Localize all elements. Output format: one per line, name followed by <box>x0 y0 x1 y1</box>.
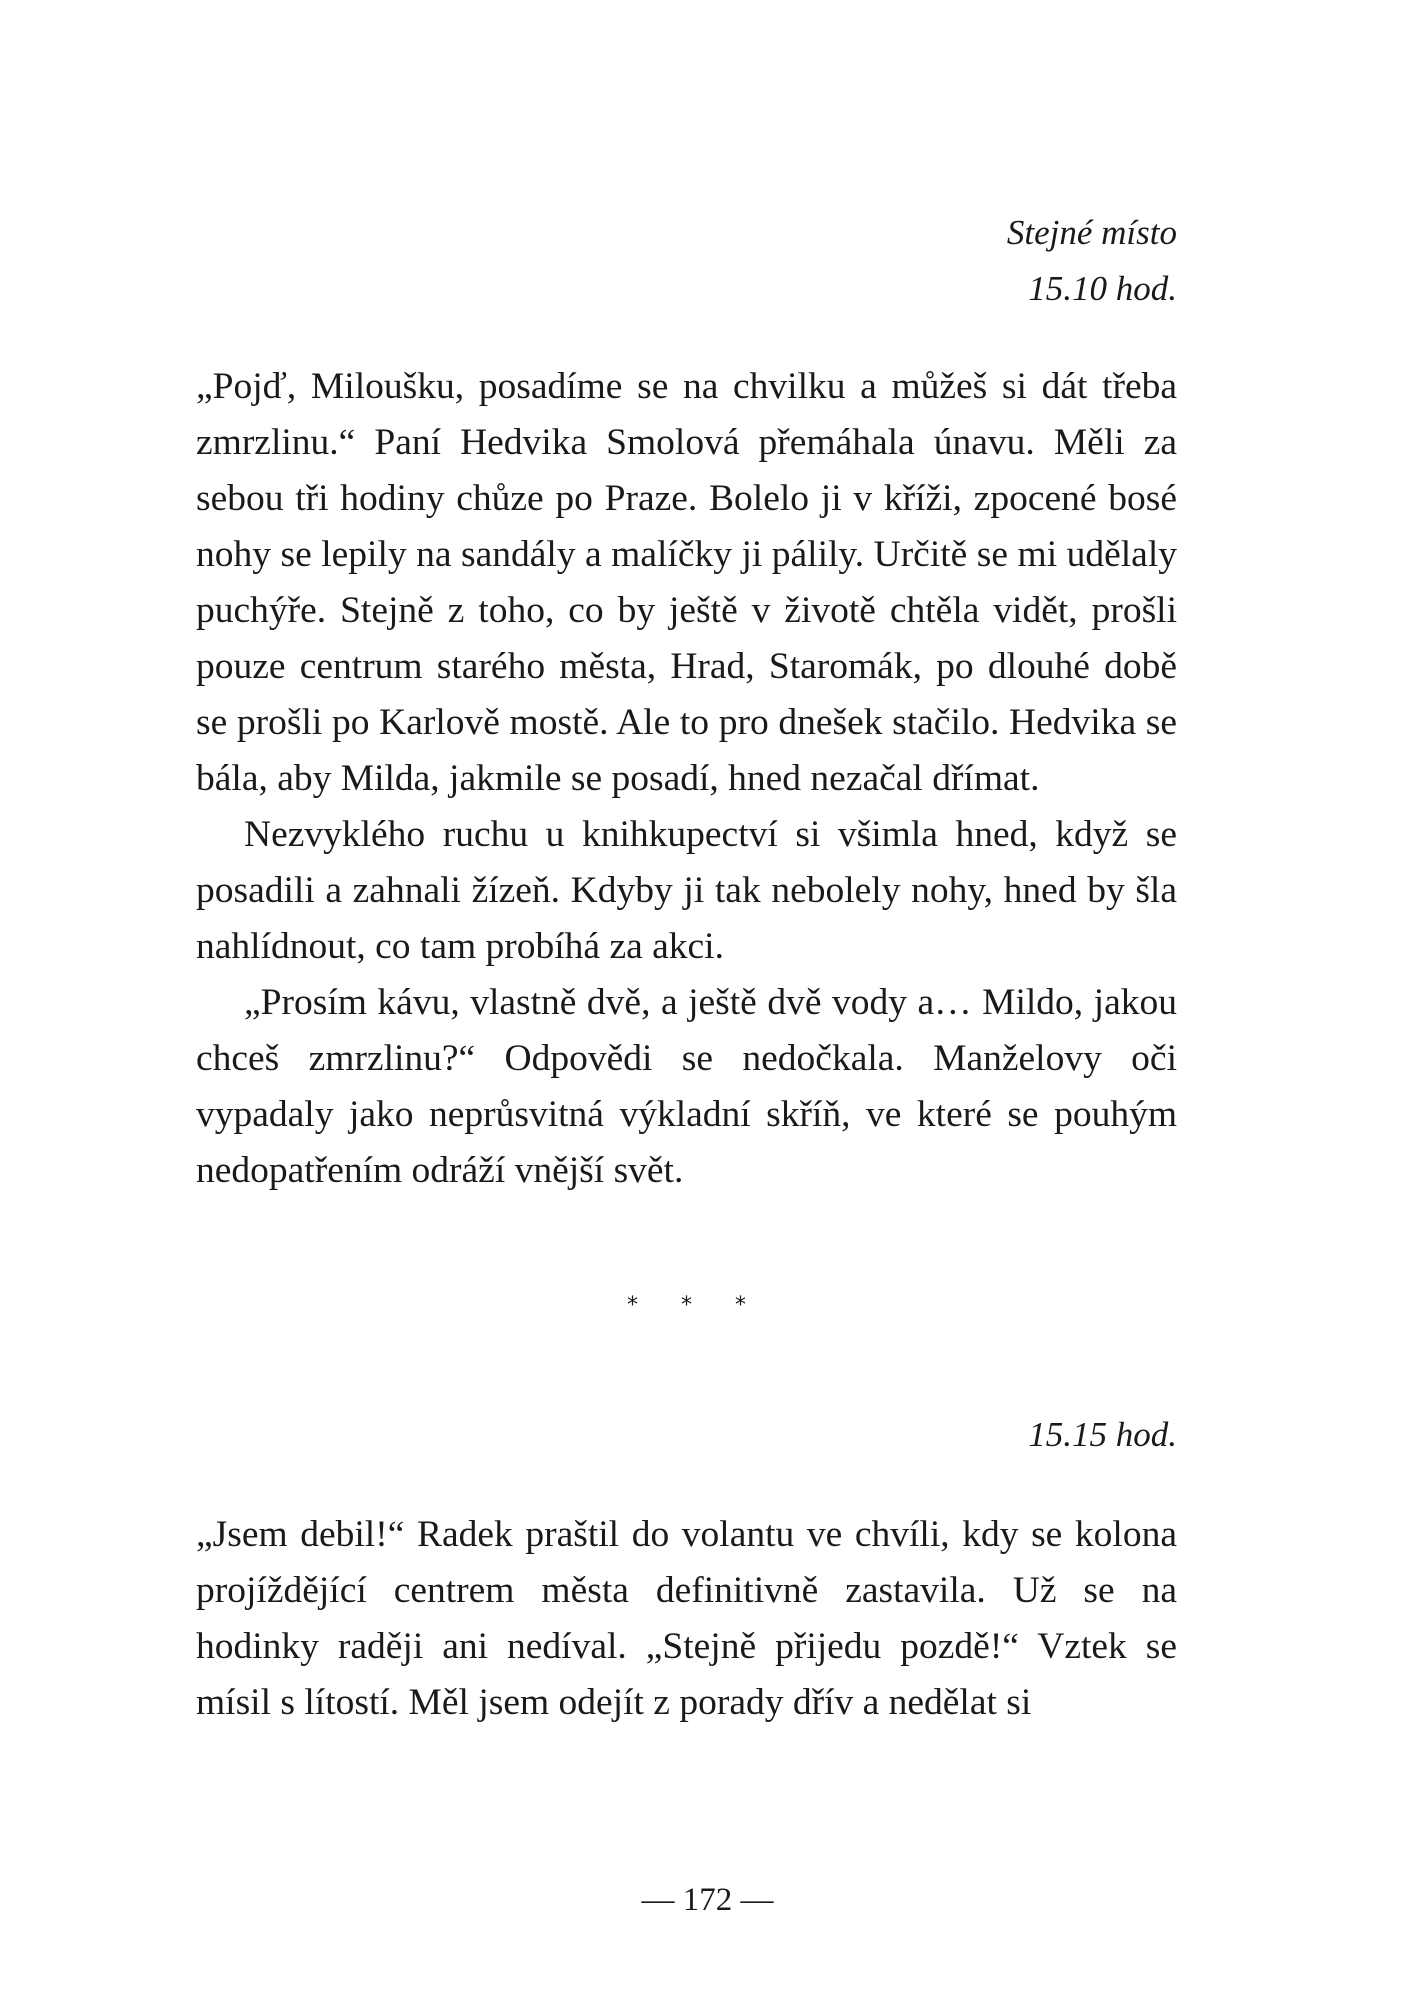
scene-two-heading <box>196 1407 1177 1463</box>
scene-separator: * * * <box>627 1293 764 1318</box>
paragraph: „Jsem debil!“ Radek praštil do volantu ve chvíli, kdy se kolona projíždějící centrem města definitivně zastavila. Už se na hodinky raději ani nedíval. „Stejně přijedu pozdě!“ Vztek se mísil s lítostí. Měl jsem odejít z porady dřív a nedělat si <box>196 1514 1177 1723</box>
page-body <box>196 205 1177 1731</box>
scene-one-time: 15.10 hod. <box>1028 269 1177 308</box>
scene-two-time: 15.15 hod. <box>1028 1415 1177 1454</box>
page-number: — 172 — <box>641 1882 774 1918</box>
scene-two <box>196 1407 1177 1731</box>
paragraph: Nezvyklého ruchu u knihkupectví si všimla hned, když se posadili a zahnali žízeň. Kdyby ji tak nebolely nohy, hned by šla nahlídnout, co tam probíhá za akci. <box>196 814 1177 967</box>
paragraph: „Pojď, Miloušku, posadíme se na chvilku a můžeš si dát třeba zmrzlinu.“ Paní Hedvika Smolová přemáhala únavu. Měli za sebou tři hodiny chůze po Praze. Bolelo ji v kříži, zpocené bosé nohy se lepily na sandály a malíčky ji pálily. Určitě se mi udělaly puchýře. Stejně z toho, co by ještě v životě chtěla vidět, prošli pouze centrum starého města, Hrad, Staromák, po dlouhé době se prošli po Karlově mostě. Ale to pro dnešek stačilo. Hedvika se bála, aby Milda, jakmile se posadí, hned nezačal dřímat. <box>196 366 1177 799</box>
paragraph: „Prosím kávu, vlastně dvě, a ještě dvě vody a… Mildo, jakou chceš zmrzlinu?“ Odpovědi se nedočkala. Manželovy oči vypadaly jako neprůsvitná výkladní skříň, ve které se pouhým nedopatřením odráží vnější svět. <box>196 982 1177 1191</box>
scene-one <box>196 205 1177 1199</box>
scene-one-place: Stejné místo <box>1006 213 1177 252</box>
scene-one-heading <box>196 205 1177 317</box>
